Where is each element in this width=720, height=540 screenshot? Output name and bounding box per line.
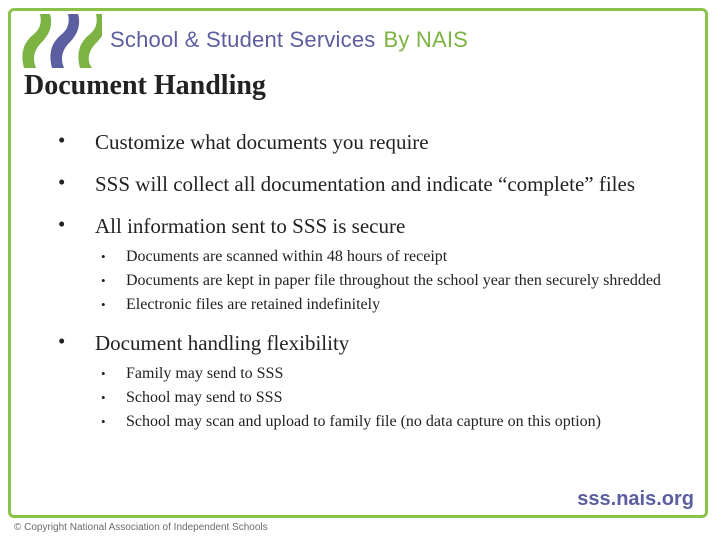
- sub-bullet-text: Documents are scanned within 48 hours of receipt: [126, 248, 448, 265]
- bullet-icon: •: [58, 170, 66, 194]
- bullet-item: [54, 128, 684, 156]
- bullet-text: SSS will collect all documentation and indicate “complete” files: [95, 172, 636, 196]
- sub-bullet-text: School may send to SSS: [126, 389, 283, 406]
- bullet-item: [54, 329, 684, 432]
- sub-bullet-icon: •: [101, 249, 106, 264]
- sub-bullet-list: [95, 363, 684, 432]
- bullet-text: All information sent to SSS is secure: [95, 214, 406, 238]
- sub-bullet-icon: •: [101, 390, 106, 405]
- bullet-item: [54, 212, 684, 315]
- page-title: Document Handling: [24, 70, 266, 101]
- sub-bullet-icon: •: [101, 366, 106, 381]
- sub-bullet-icon: •: [101, 414, 106, 429]
- sub-bullet-item: [95, 363, 684, 384]
- sub-bullet-icon: •: [101, 297, 106, 312]
- sub-bullet-icon: •: [101, 273, 106, 288]
- sub-bullet-text: Documents are kept in paper file throughout the school year then securely shredded: [126, 272, 661, 289]
- sub-bullet-list: [95, 246, 684, 315]
- sub-bullet-item: [95, 246, 684, 267]
- sub-bullet-text: Family may send to SSS: [126, 365, 284, 382]
- bullet-icon: •: [58, 212, 66, 236]
- org-name-text: School & Student Services: [110, 27, 376, 52]
- sub-bullet-text: School may scan and upload to family file (no data capture on this option): [126, 413, 601, 430]
- bullet-icon: •: [58, 329, 66, 353]
- bullet-icon: •: [58, 128, 66, 152]
- bullet-text: Customize what documents you require: [95, 130, 429, 154]
- sub-bullet-text: Electronic files are retained indefinitely: [126, 296, 381, 313]
- copyright-notice: © Copyright National Association of Independent Schools: [14, 522, 268, 533]
- site-url: sss.nais.org: [577, 488, 694, 510]
- sub-bullet-item: [95, 387, 684, 408]
- org-name: [110, 27, 468, 53]
- sub-bullet-item: [95, 294, 684, 315]
- sub-bullet-item: [95, 270, 684, 291]
- bullet-list: [54, 128, 684, 446]
- sub-bullet-item: [95, 411, 684, 432]
- sss-logo-icon: [18, 12, 102, 68]
- bullet-item: [54, 170, 684, 198]
- org-by-text: By NAIS: [383, 27, 469, 52]
- bullet-text: Document handling flexibility: [95, 331, 350, 355]
